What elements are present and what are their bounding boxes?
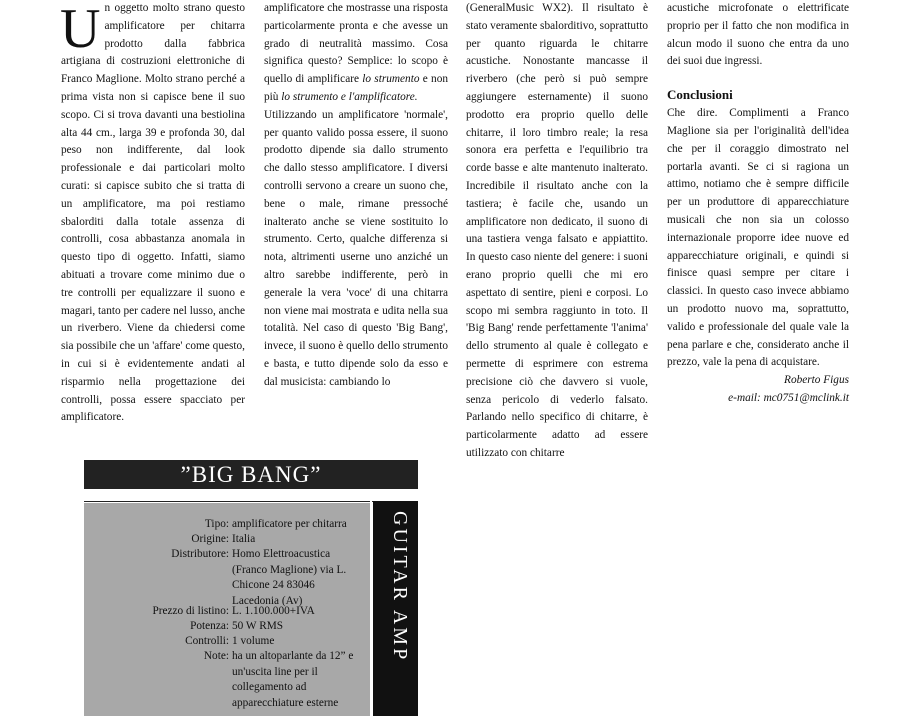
text-run: amplificatore che mostrasse una risposta particolarmente pronta e che avesse un grado di neutralità massimo. Cosa significa questo? Semplice: lo scopo è quello di amplificare [264, 2, 448, 86]
spec-value: L. 1.100.000+IVA [232, 605, 315, 617]
author-name: Roberto Figus [784, 374, 849, 387]
drop-cap: U [60, 0, 101, 60]
spec-label: Controlli: [185, 635, 229, 647]
spec-box-divider [84, 489, 418, 502]
spec-label: Note: [203, 650, 229, 662]
spec-value: 1 volume [232, 635, 275, 647]
spec-box-title: ”BIG BANG” [84, 460, 418, 489]
conclusion-text: Che dire. Complimenti a Franco Maglione sia per l'originalità dell'idea che per il coraggio dimostrato nel portarla avanti. Se ci si ragiona un attimo, notiamo che è sempre difficile per un produttore di apparecchiature musicali che non sia un colosso internazionale proporre idee nuove ed apparecchiature originali, e quindi si finisce quasi sempre per citare i classici. In questo caso invece abbiamo un prodotto nuovo ma, soprattutto, valido e professionale del quale vale la pena parlare e che, considerato anche il prezzo, vale la pena di acquistare. [667, 107, 849, 369]
italic-run: lo strumento e l'amplificatore. [281, 90, 418, 103]
article-column-4 [667, 0, 849, 408]
spec-label: Origine: [191, 533, 229, 545]
spec-value: 50 W RMS [232, 620, 284, 632]
spec-value: ha un altoparlante da 12” e un'uscita line per il collegamento ad apparecchiature esterne [232, 650, 354, 709]
column-2-paragraph-2: Utilizzando un amplificatore 'normale', per quanto valido possa essere, il suono prodotto dipende sia dallo strumento che dallo stesso amplificatore. I diversi controlli servono a creare un suono che, bene o male, rimane pressoché inalterato anche se viene sostituito lo strumento. Certo, qualche differenza si nota, altrimenti userne uno anziché un altro sarebbe indifferente, però in generale la vera 'voce' di una chitarra non viene mai mostrata e udita nella sua totalità. Nel caso di questo 'Big Bang', invece, il suono è quello dello strumento e basta, e tutto dipende solo da esso e dal musicista: cambiando lo [264, 108, 448, 388]
author-email: e-mail: mc0751@mclink.it [728, 391, 849, 404]
column-2-paragraph-1 [264, 0, 448, 107]
spec-value: Homo Elettroacustica (Franco Maglione) via L. Chicone 24 83046 Lacedonia (Av) [232, 548, 347, 607]
spec-value: amplificatore per chitarra [232, 518, 347, 530]
spec-value: Italia [232, 533, 256, 545]
article-column-1 [61, 0, 245, 427]
spec-label: Potenza: [190, 620, 229, 632]
column-3-text: (GeneralMusic WX2). Il risultato è stato veramente sbalorditivo, soprattutto per quanto riguarda le chitarre acustiche. Nonostante mancasse il riverbero (che però si può sempre aggiungere esternamente) il suono prodotto era proprio quello delle chitarre, il loro timbro reale; la resa sonora era perfetta e l'equilibrio tra corde basse e alte mantenuto inalterato. Incredibile il risultato anche con la tastiera; è facile che, usando un amplificatore non dedicato, il suono di una tastiera venga falsato e appiattito. In questo caso niente del genere: i suoni erano proprio quelli che mi ero aspettato di sentire, pieni e corposi. Lo scopo mi sembra raggiunto in toto. Il 'Big Bang' rende perfettamente 'l'anima' dello strumento al quale è collegato e permette di esprimere con estrema precisione ciò che davvero si vuole, senza pericolo di vederlo falsato. Parlando nello specifico di chitarre, è particolarmente adatto ad essere utilizzato con chitarre [466, 2, 648, 459]
spec-label: Prezzo di listino: [152, 605, 229, 617]
column-1-text: n oggetto molto strano questo amplificatore per chitarra prodotto dalla fabbrica artigiana di costruzioni elettroniche di Franco Maglione. Molto strano perché a prima vista non si capisce bene il suo scopo. Ci si trova davanti una bestiolina alta 44 cm., larga 39 e profonda 30, dal peso non indifferente, dal look professionale e dai particolari molto curati: si capisce subito che si tratta di un amplificatore, ma poi restiamo sbalorditi dalla totale assenza di controlli, cosa abbastanza anomala in questo tipo di oggetto. Infatti, siamo abituati a trovare come minimo due o tre controlli per equalizzare il suono e magari, tanto per cadere nel lusso, anche un riverbero. Viene da chiedersi come sia possibile che un 'affare' come questo, in cui si è evidentemente andati al risparmio nella progettazione dei controlli, possa essere spacciato per amplificatore. [61, 2, 245, 424]
italic-run: lo strumento [362, 73, 420, 86]
article-column-3 [466, 0, 648, 463]
spec-box-side-label: GUITAR AMP [389, 511, 411, 663]
text-run: e non più [264, 73, 448, 103]
column-4-text: acustiche microfonate o elettrificate proprio per il fatto che non modifica in alcun modo il suono che entra da uno dei suoi due ingressi. [667, 2, 849, 68]
conclusion-heading: Conclusioni [667, 87, 733, 103]
article-column-2 [264, 0, 448, 392]
spec-label: Tipo: [204, 518, 229, 530]
spec-label: Distributore: [171, 548, 229, 560]
